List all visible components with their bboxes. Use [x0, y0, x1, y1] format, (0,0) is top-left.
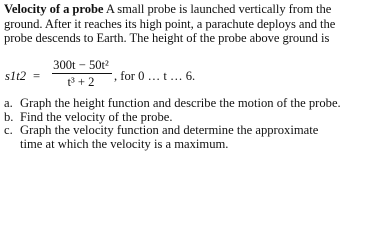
question-text-c-continuation: time at which the velocity is a maximum.	[20, 136, 229, 151]
fraction-bar	[52, 73, 112, 74]
problem-text-line-2: ground. After it reaches its high point, a parachute deploys and the	[4, 16, 336, 31]
fraction-numerator: 300t − 50t²	[53, 58, 109, 72]
question-text-a: Graph the height function and describe the motion of the probe.	[20, 96, 341, 110]
question-item-a	[4, 97, 366, 111]
question-list	[4, 97, 366, 151]
question-item-b	[4, 111, 366, 125]
question-text-c: Graph the velocity function and determine the approximate	[20, 123, 319, 138]
problem-first-line	[4, 2, 366, 17]
formula-domain: , for 0 … t … 6.	[114, 69, 196, 83]
equals-sign: =	[33, 69, 41, 83]
problem-text-line-1: A small probe is launched vertically from the	[105, 2, 332, 16]
fraction	[48, 57, 114, 91]
question-text-b: Find the velocity of the probe.	[20, 109, 173, 124]
problem-statement	[4, 2, 366, 46]
fraction-denominator: t³ + 2	[67, 75, 95, 89]
question-label-a: a.	[4, 96, 13, 110]
problem-title: Velocity of a probe	[4, 2, 104, 16]
question-label-b: b.	[4, 109, 14, 124]
function-label: s1t2	[5, 69, 26, 83]
question-label-c: c.	[4, 123, 13, 138]
problem-text-line-3: probe descends to Earth. The height of the probe above ground is	[4, 31, 330, 46]
height-formula	[4, 57, 224, 91]
question-item-c	[4, 124, 366, 138]
